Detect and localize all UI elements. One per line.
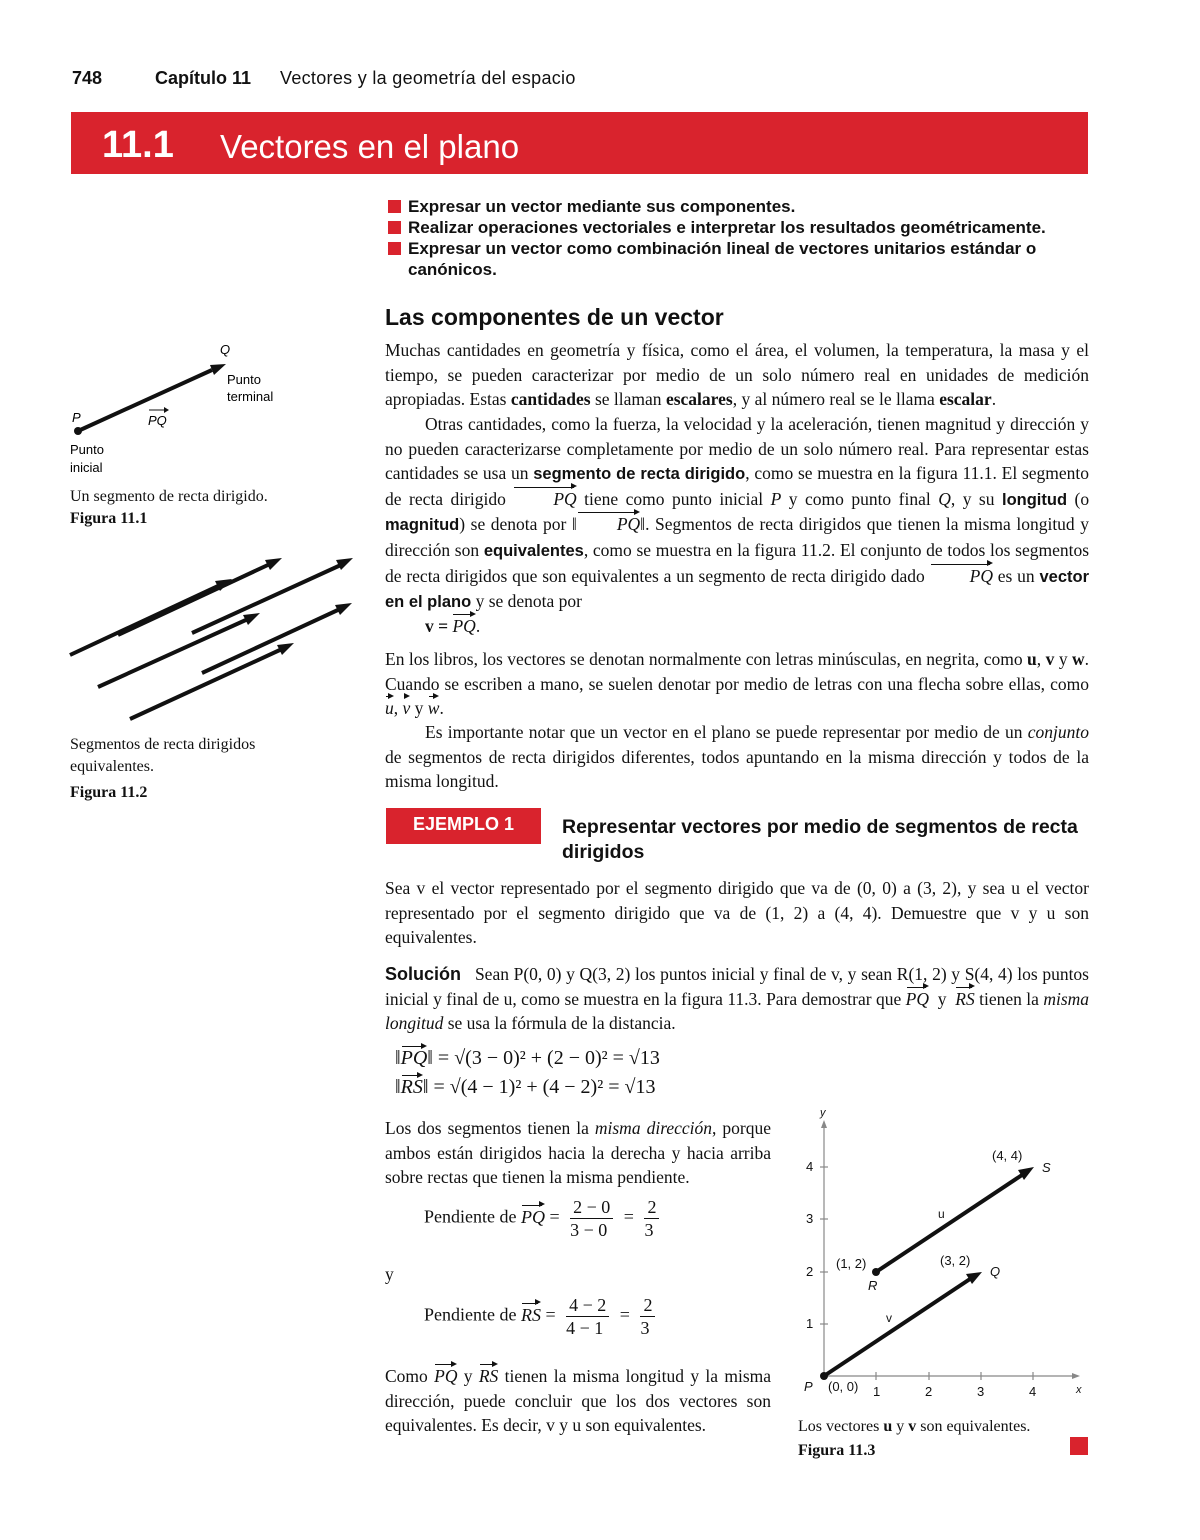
chapter-title: Vectores y la geometría del espacio <box>280 68 576 88</box>
point-r-coords: (1, 2) <box>836 1256 867 1271</box>
y-axis-label: y <box>820 1107 826 1119</box>
x-tick: 1 <box>873 1384 881 1399</box>
x-tick: 2 <box>925 1384 933 1399</box>
vector-v-label: v <box>886 1311 892 1325</box>
distance-equation-1: ‖PQ‖ = √(3 − 0)² + (2 − 0)² = √13 <box>395 1047 660 1069</box>
x-axis-label: x <box>1076 1384 1082 1396</box>
body-paragraph-2: Otras cantidades, como la fuerza, la velocidad y la aceleración, tienen magnitud y dirección y no pueden caracterizarse completamente por medio de un solo número real. Para representar estas cantidades se usa un segmento de recta dirigido, como se muestra en la figura 11.1. El segmento de recta dirigido PQ tiene como punto inicial P y como punto final Q, y su longitud (o magnitud) se denota por ‖ PQ‖. Segmentos de recta dirigidos que tienen la misma longitud y dirección son equivalentes, como se muestra en la figura 11.2. El conjunto de todos los segmentos de recta dirigidos que son equivalentes a un segmento de recta dirigido dado PQ es un vector en el plano y se denota por <box>385 414 1090 612</box>
point-s-coords: (4, 4) <box>992 1148 1023 1163</box>
point-p <box>74 427 82 435</box>
equivalent-segment <box>118 564 270 635</box>
y-tick: 4 <box>806 1159 814 1174</box>
figure-11-2-caption: Segmentos de recta dirigidos equivalentes. <box>70 736 256 775</box>
distance-equation-2: ‖RS‖ = √(4 − 1)² + (4 − 2)² = √13 <box>395 1076 656 1098</box>
vector-v <box>824 1279 970 1376</box>
bullet-square-icon <box>388 200 401 213</box>
vector-pq-line <box>78 370 212 431</box>
equivalent-segment <box>70 585 220 655</box>
point-p <box>820 1372 828 1380</box>
x-tick: 3 <box>977 1384 985 1399</box>
point-p-coords: (0, 0) <box>828 1379 859 1394</box>
figure-11-2 <box>60 545 370 730</box>
label-initial: Punto inicial <box>70 442 104 475</box>
equation-v: v = PQ. <box>425 614 480 639</box>
bullet-square-icon <box>388 242 401 255</box>
example-title: Representar vectores por medio de segmentos de recta dirigidos <box>562 816 1078 863</box>
body-paragraph-1: Muchas cantidades en geometría y física, como el área, el volumen, la temperatura, la masa y el tiempo, se pueden caracterizar por medio de un solo número real en unidades de medición apropiadas. Estas cantidades se llaman escalares, y al número real se le llama escalar. <box>385 340 1089 410</box>
point-r <box>872 1268 880 1276</box>
y-tick: 3 <box>806 1211 814 1226</box>
x-tick: 4 <box>1029 1384 1037 1399</box>
end-marker-icon <box>1070 1437 1088 1455</box>
figure-11-2-label: Figura 11.2 <box>70 784 148 801</box>
point-p-label: P <box>804 1379 813 1394</box>
point-q-label: Q <box>990 1264 1001 1279</box>
figure-11-3 <box>780 1100 1090 1420</box>
label-p: P <box>72 410 81 425</box>
objective-text: Expresar un vector como combinación lineal de vectores unitarios estándar o canónicos. <box>408 239 1037 279</box>
point-r-label: R <box>868 1278 878 1293</box>
objective-text: Expresar un vector mediante sus componentes. <box>408 197 796 216</box>
section-title: Vectores en el plano <box>220 128 520 165</box>
figure-11-1 <box>60 330 310 485</box>
direction-paragraph: Los dos segmentos tienen la misma dirección, porque ambos están dirigidos hacia la derecha y hacia arriba sobre rectas que tienen la misma pendiente. <box>385 1118 772 1188</box>
label-pq: PQ <box>148 413 167 428</box>
y-connector: y <box>385 1264 394 1284</box>
example-statement: Sea v el vector representado por el segmento dirigido que va de (0, 0) a (3, 2), y sea u el vector representado por el segmento dirigido que va de (1, 2) a (4, 4). Demuestre que v y u son equivalentes. <box>385 878 1089 948</box>
example-label: EJEMPLO 1 <box>412 814 515 834</box>
arrowhead-icon <box>210 364 226 375</box>
figure-11-3-label: Figura 11.3 <box>798 1442 876 1459</box>
objectives-list <box>388 196 1088 280</box>
objective-item <box>388 217 1088 238</box>
slope-equation-1: Pendiente de PQ = $\frac{2 - 0}{3 - 0}$ = $\frac{2}{3}$ <box>424 1196 665 1241</box>
figure-11-1-label: Figura 11.1 <box>70 510 148 527</box>
page-number: 748 <box>72 68 103 88</box>
body-paragraph-4: Es importante notar que un vector en el plano se puede representar por medio de un conjunto de segmentos de recta dirigidos diferentes, todos apuntando en la misma dirección y todos de la misma longitud. <box>385 722 1090 792</box>
section-number: 11.1 <box>102 124 174 166</box>
objective-item <box>388 196 1088 217</box>
body-paragraph-3: En los libros, los vectores se denotan normalmente con letras minúsculas, en negrita, como u, v y w. Cuando se escriben a mano, se suelen denotar por medio de letras con una flecha sobre ellas, como u, v y w. <box>385 647 1089 721</box>
figure-11-3-caption: Los vectores u y v son equivalentes. <box>798 1418 1031 1435</box>
subsection-title: Las componentes de un vector <box>385 304 724 330</box>
label-q: Q <box>220 342 231 357</box>
objective-text: Realizar operaciones vectoriales e interpretar los resultados geométricamente. <box>408 218 1046 237</box>
equivalent-segment <box>192 564 343 633</box>
vector-u-label: u <box>938 1207 945 1221</box>
slope-equation-2: Pendiente de RS = $\frac{4 - 2}{4 - 1}$ = $\frac{2}{3}$ <box>424 1294 661 1339</box>
label-terminal: Punto terminal <box>227 372 274 404</box>
example-solution: Solución Sean P(0, 0) y Q(3, 2) los puntos inicial y final de v, y sean R(1, 2) y S(4, 4) los puntos inicial y final de u, como se muestra en la figura 11.3. Para demostrar que PQ y RS tienen la misma longitud se usa la fórmula de la distancia. <box>385 964 1090 1034</box>
y-tick: 1 <box>806 1316 814 1331</box>
point-q-coords: (3, 2) <box>940 1253 971 1268</box>
point-s-label: S <box>1042 1160 1051 1175</box>
conclusion-paragraph: Como PQ y RS tienen la misma longitud y la misma dirección, puede concluir que los dos vectores son equivalentes. Es decir, v y u son equivalentes. <box>385 1366 772 1436</box>
figure-11-1-caption: Un segmento de recta dirigido. <box>70 488 268 505</box>
equivalent-segment <box>130 649 282 719</box>
y-tick: 2 <box>806 1264 814 1279</box>
objective-item <box>388 238 1088 280</box>
chapter-label: Capítulo 11 <box>155 68 252 88</box>
bullet-square-icon <box>388 221 401 234</box>
